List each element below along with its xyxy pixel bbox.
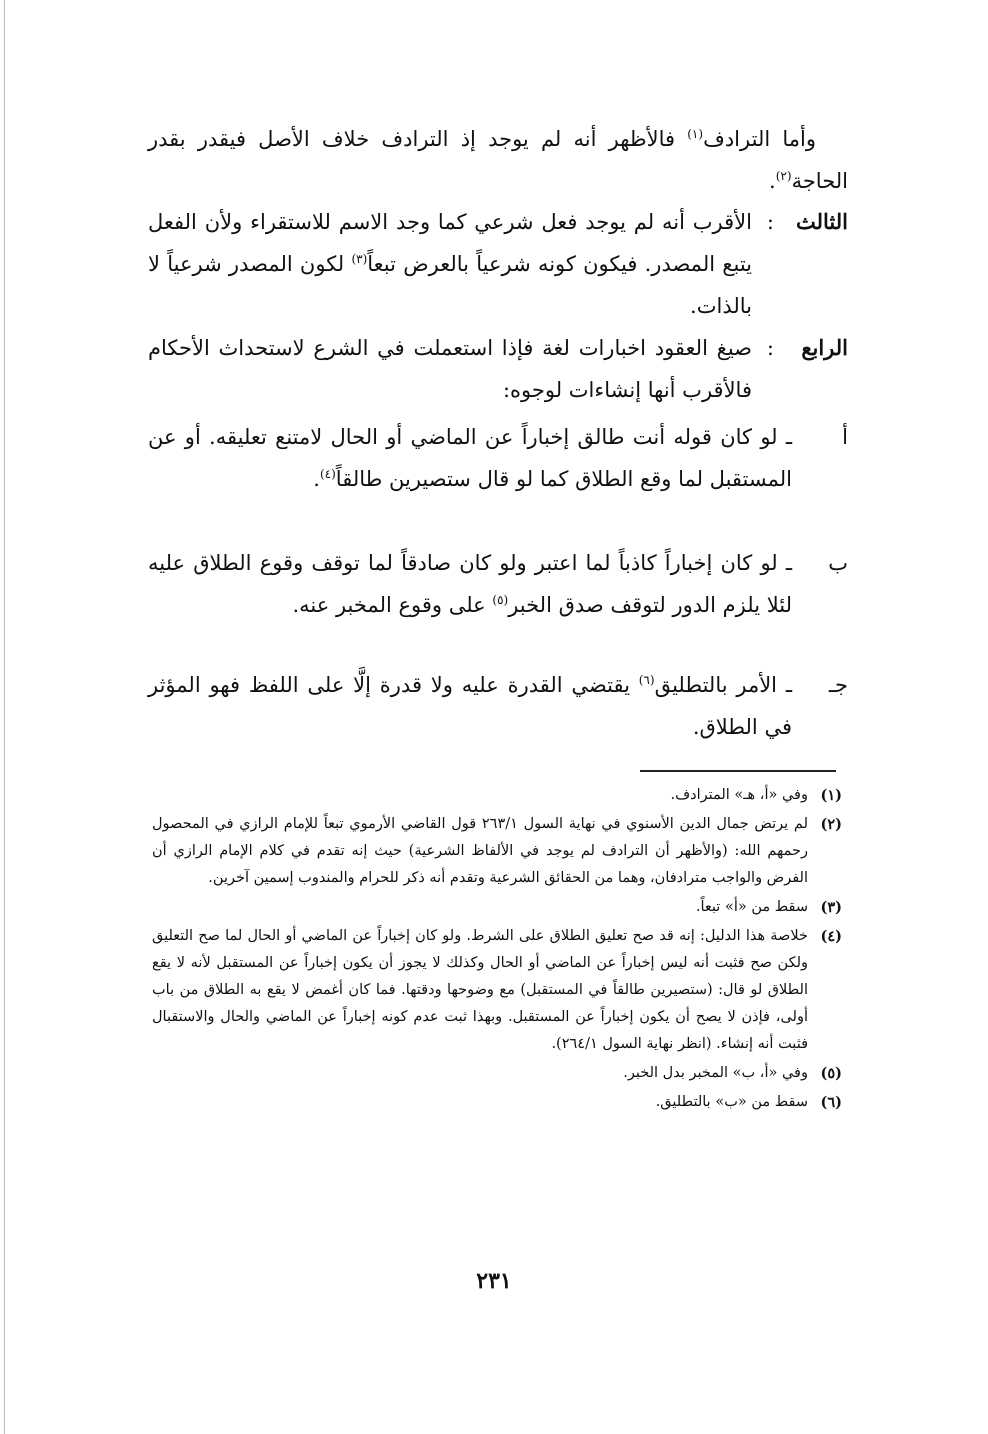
item-b-text-1: ـ لو كان إخباراً كاذباً لما اعتبر ولو كان صادقاً لما توقف وقوع الطلاق عليه لئلا يلزم الدور لتوقف صدق الخبر bbox=[148, 551, 792, 617]
footnote-separator bbox=[640, 770, 836, 772]
third-label: الثالث bbox=[796, 209, 848, 234]
item-a-text: ـ لو كان قوله أنت طالق إخباراً عن الماضي أو الحال لامتنع تعليقه. أو عن المستقبل لما وقع الطلاق كما لو قال ستصيرين طالقاً bbox=[148, 425, 792, 491]
intro-paragraph bbox=[148, 118, 848, 202]
item-c-body bbox=[148, 664, 792, 748]
footnote-number: (٥) bbox=[820, 1065, 842, 1082]
third-colon: : bbox=[766, 210, 774, 234]
item-b-marker: ب bbox=[828, 551, 848, 575]
intro-body bbox=[148, 118, 848, 202]
footnote-number: (١) bbox=[820, 787, 842, 804]
fourth-label: الرابع bbox=[801, 335, 848, 360]
intro-text-2: فالأظهر أنه لم يوجد إذ الترادف خلاف الأصل فيقدر بقدر الحاجة bbox=[148, 127, 848, 193]
footnote-ref-1: (١) bbox=[687, 127, 704, 141]
intro-text-1: وأما الترادف bbox=[703, 127, 816, 151]
footnote-number: (٢) bbox=[820, 816, 842, 833]
page-number: ٢٣١ bbox=[476, 1268, 512, 1294]
footnote-text: سقط من «أ» تبعاً. bbox=[695, 899, 808, 915]
item-a-marker: أ bbox=[842, 425, 848, 449]
footnote-number: (٦) bbox=[820, 1094, 842, 1111]
footnote-2 bbox=[152, 811, 842, 892]
footnote-ref-6: (٦) bbox=[638, 673, 655, 687]
footnote-ref-5: (٥) bbox=[492, 593, 509, 607]
footnotes-section bbox=[152, 782, 842, 1118]
item-b-text-2: على وقوع المخبر عنه. bbox=[292, 593, 493, 617]
third-text-1: الأقرب أنه لم يوجد فعل شرعي كما وجد الاسم للاستقراء ولأن الفعل يتبع المصدر. فيكون كونه شرعياً بالعرض تبعاً bbox=[148, 210, 753, 276]
item-c-marker: جـ bbox=[828, 673, 848, 697]
item-a-body bbox=[148, 416, 792, 500]
third-body bbox=[148, 201, 752, 327]
item-a bbox=[148, 416, 848, 500]
fourth-paragraph bbox=[148, 327, 848, 411]
footnote-number: (٣) bbox=[820, 899, 842, 916]
footnote-4 bbox=[152, 923, 842, 1058]
footnote-5 bbox=[152, 1060, 842, 1087]
fourth-colon: : bbox=[766, 336, 774, 360]
item-c bbox=[148, 664, 848, 748]
third-paragraph bbox=[148, 201, 848, 327]
footnote-6 bbox=[152, 1089, 842, 1116]
scan-edge-line bbox=[4, 0, 5, 1434]
footnote-3 bbox=[152, 894, 842, 921]
footnote-text: سقط من «ب» بالتطليق. bbox=[655, 1094, 808, 1110]
item-c-text-1: ـ الأمر بالتطليق bbox=[654, 673, 792, 697]
footnote-text: لم يرتض جمال الدين الأسنوي في نهاية السول ٢٦٣/١ قول القاضي الأرموي تبعاً للإمام الرازي في المحصول رحمهم الله: (والأظهر أن الترادف لم يوجد في الألفاظ الشرعية) حيث إنه تقدم في كلام الإمام الرازي أن الفرض والواجب مترادفان، وهما من الحقائق الشرعية وتقدم أنه ذكر للحرام والمندوب إسمين آخرين. bbox=[152, 816, 808, 886]
fourth-body: صيغ العقود اخبارات لغة فإذا استعملت في الشرع لاستحداث الأحكام فالأقرب أنها إنشاءات لوجوه: bbox=[148, 336, 752, 402]
footnote-1 bbox=[152, 782, 842, 809]
footnote-ref-4: (٤) bbox=[319, 467, 336, 481]
item-c-text-2: يقتضي القدرة عليه ولا قدرة إلَّا على اللفظ فهو المؤثر في الطلاق. bbox=[148, 673, 792, 739]
footnote-ref-2: (٢) bbox=[775, 169, 792, 183]
footnote-text: وفي «أ، ب» المخبر بدل الخبر. bbox=[623, 1065, 808, 1081]
third-text-2: لكون المصدر شرعياً لا بالذات. bbox=[148, 252, 752, 318]
footnote-number: (٤) bbox=[820, 928, 842, 945]
intro-end: . bbox=[769, 169, 776, 193]
item-a-end: . bbox=[313, 467, 320, 491]
item-b-body bbox=[148, 542, 792, 626]
footnote-ref-3: (٣) bbox=[351, 252, 368, 266]
footnote-text: خلاصة هذا الدليل: إنه قد صح تعليق الطلاق على الشرط. ولو كان إخباراً عن الماضي أو الحال لما صح التعليق ولكن صح فثبت أنه ليس إخباراً عن الماضي أو الحال وكذلك لا يجوز أن يكون إخباراً عن المستقبل لأنه لا يقع الطلاق لو قال: (ستصيرين طالقاً في المستقبل) مع وضوحها ودقتها. فما كان أغمض لا يقع به الطلاق من باب أولى، فإذن لا يصح أن يكون إخباراً عن المستقبل. وبهذا ثبت عدم كونه إخباراً عن الماضي والحال والاستقبال فثبت أنه إنشاء. (انظر نهاية السول ٢٦٤/١). bbox=[152, 928, 808, 1052]
item-b bbox=[148, 542, 848, 626]
footnote-text: وفي «أ، هـ» المترادف. bbox=[670, 787, 808, 803]
